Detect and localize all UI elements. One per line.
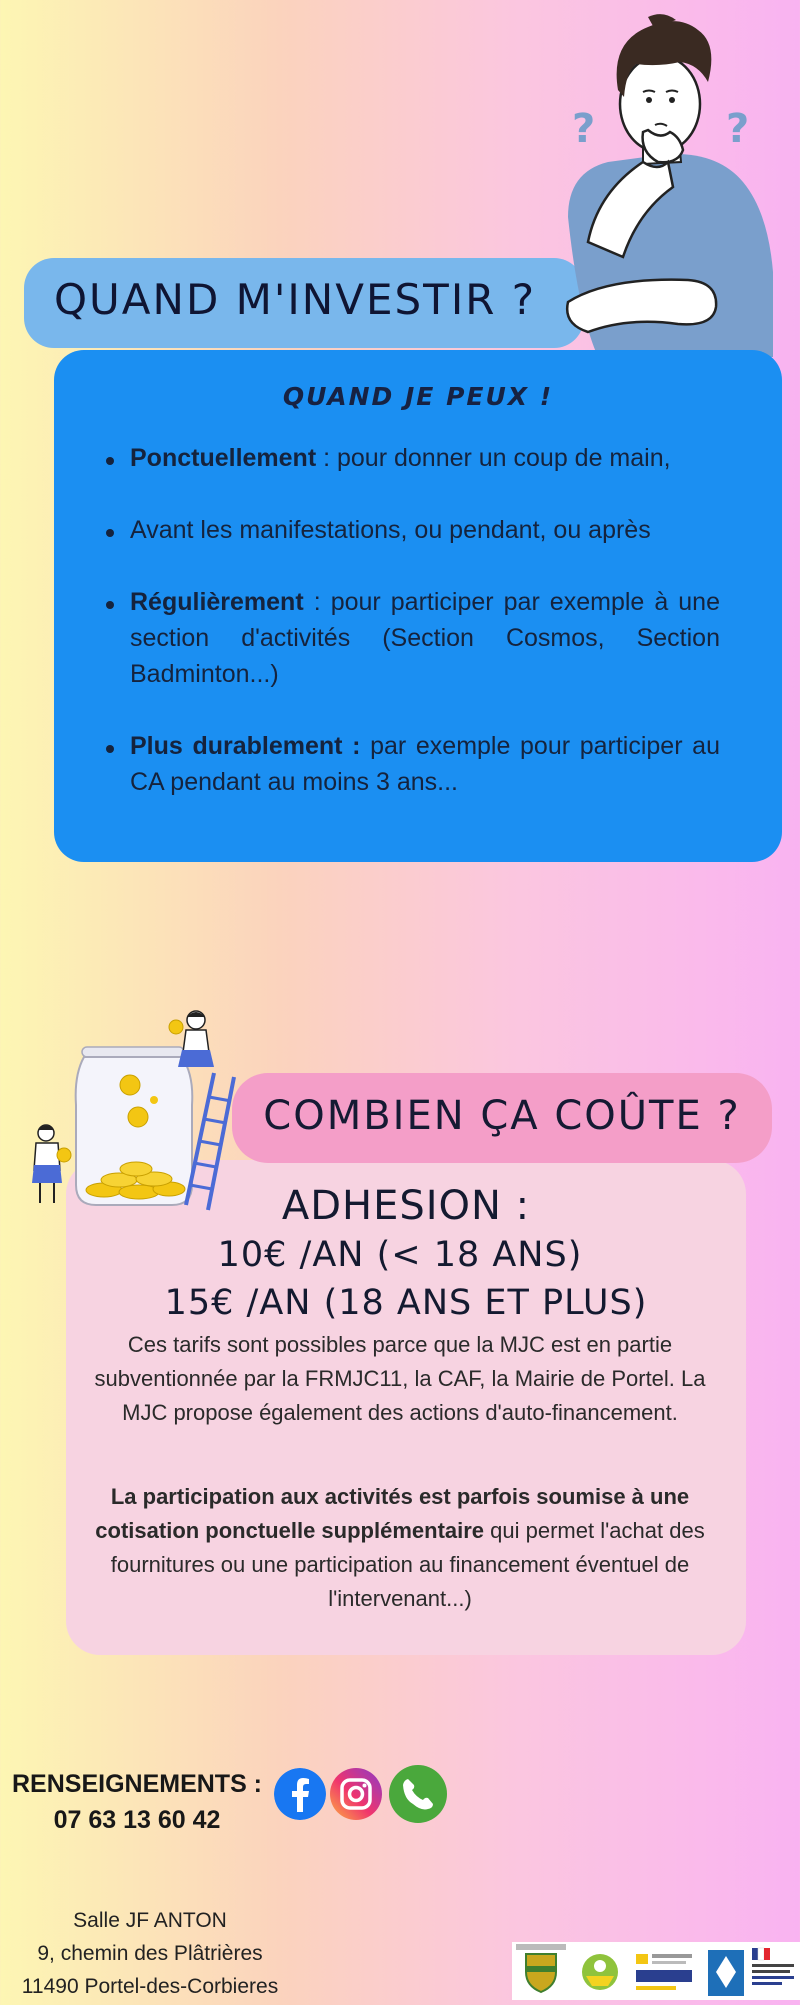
address-line-3: 11490 Portel-des-Corbieres: [21, 1975, 279, 1998]
list-item: [104, 512, 720, 548]
thinking-person-illustration: [548, 12, 778, 357]
list-item-text: : pour donner un coup de main,: [316, 444, 671, 472]
facebook-icon[interactable]: [274, 1768, 326, 1820]
participation-note: [70, 1480, 730, 1616]
contact-phone[interactable]: 07 63 13 60 42: [53, 1806, 221, 1834]
quand-list: [104, 440, 720, 836]
phone-icon[interactable]: [388, 1764, 448, 1824]
adhesion-heading: ADHESION :: [281, 1183, 531, 1229]
contact-label: RENSEIGNEMENTS :: [11, 1770, 263, 1798]
price-under-18: 10€ /AN (< 18 ANS): [217, 1235, 583, 1275]
svg-text:?: ?: [572, 106, 596, 152]
address-line-1: Salle JF ANTON: [73, 1909, 227, 1932]
tarif-explanation: Ces tarifs sont possibles parce que la MJC est en partie subventionnée par la FRMJC11, la CAF, la Mairie de Portel. La MJC propose également des actions d'auto-financement.: [94, 1332, 706, 1425]
price-18-plus: 15€ /AN (18 ANS ET PLUS): [164, 1283, 648, 1323]
svg-text:?: ?: [726, 106, 750, 152]
contact-block: [6, 1766, 268, 1838]
list-item: [104, 440, 720, 476]
partner-logos: [512, 1942, 800, 2000]
quand-title: QUAND M'INVESTIR ?: [54, 275, 537, 324]
list-item-bold: Plus durablement :: [130, 732, 361, 760]
partner-logos-graphic: [512, 1942, 800, 2000]
list-item-bold: Régulièrement: [130, 588, 304, 616]
instagram-icon[interactable]: [330, 1768, 382, 1820]
combien-title: COMBIEN ÇA COÛTE ?: [263, 1093, 741, 1139]
quand-subtitle: QUAND JE PEUX !: [282, 382, 554, 411]
list-item: [104, 584, 720, 692]
list-item-text: par exemple pour participer au CA pendant au moins 3 ans...: [130, 732, 720, 796]
address-line-2: 9, chemin des Plâtrières: [37, 1942, 263, 1965]
list-item: [104, 728, 720, 800]
list-item-text: Avant les manifestations, ou pendant, ou après: [130, 516, 651, 544]
list-item-bold: Ponctuellement: [130, 444, 317, 472]
participation-note-rest: qui permet l'achat des fournitures ou une participation au financement éventuel de l'intervenant...): [110, 1518, 705, 1611]
address-block: [0, 1904, 300, 2003]
list-item-text: : pour participer par exemple à une section d'activités (Section Cosmos, Section Badminton...): [130, 588, 720, 688]
participation-note-bold: La participation aux activités est parfois soumise à une cotisation ponctuelle supplémentaire: [95, 1484, 690, 1543]
